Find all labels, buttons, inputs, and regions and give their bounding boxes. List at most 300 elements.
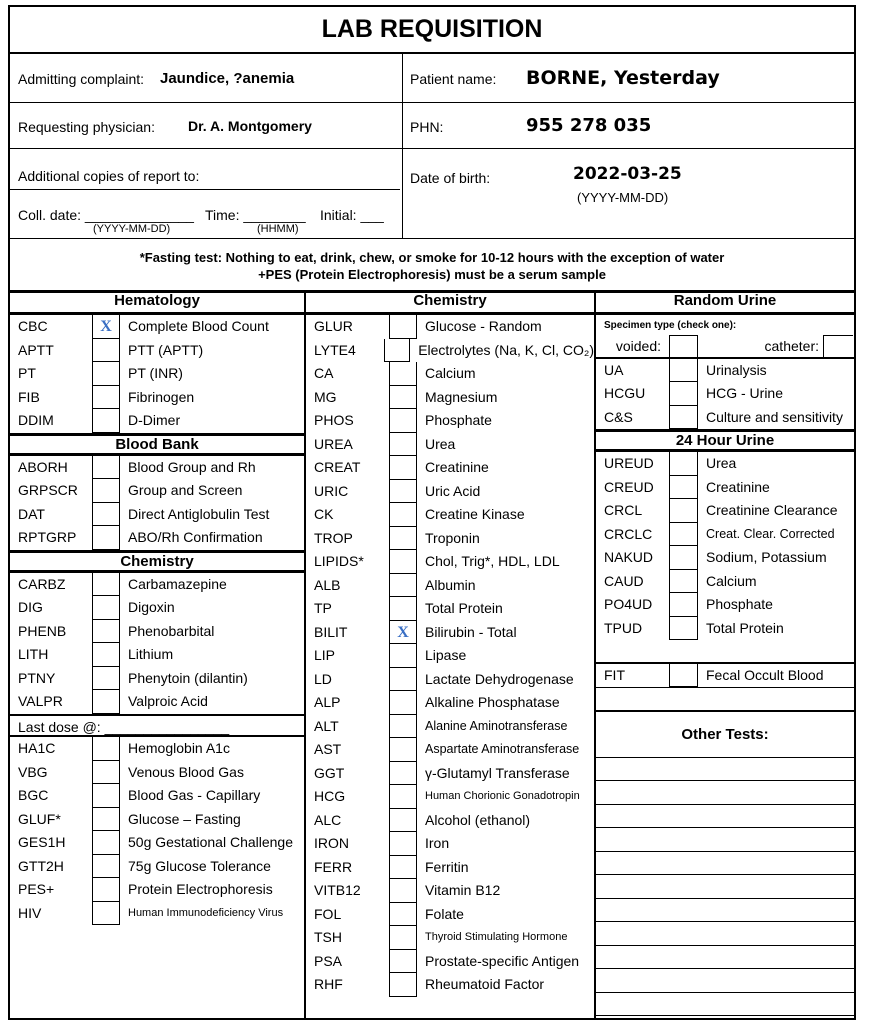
test-row-tpud[interactable] <box>596 617 854 641</box>
test-code: TROP <box>314 529 353 546</box>
test-code: C&S <box>604 408 633 425</box>
test-checkbox[interactable] <box>669 476 698 500</box>
test-row-ast[interactable] <box>306 738 594 762</box>
test-description: PT (INR) <box>128 365 183 381</box>
test-row-crcl[interactable] <box>596 499 854 523</box>
other-tests-label: Other Tests: <box>596 712 854 758</box>
test-checkbox[interactable] <box>92 526 120 550</box>
test-code: BGC <box>18 787 49 803</box>
test-code: GLUF* <box>18 810 61 827</box>
last-dose-field[interactable] <box>10 714 304 738</box>
test-checkbox[interactable] <box>669 546 698 570</box>
test-row-ptny[interactable] <box>10 667 304 691</box>
other-test-entry-line[interactable] <box>596 969 854 993</box>
test-description: γ-Glutamyl Transferase <box>425 764 570 781</box>
test-checkbox[interactable] <box>92 855 120 879</box>
test-code: FERR <box>314 858 353 875</box>
test-checkbox[interactable] <box>92 573 120 597</box>
test-code: LIP <box>314 647 336 663</box>
test-row-carbz[interactable] <box>10 573 304 597</box>
section-header: Hematology <box>10 292 304 315</box>
test-checkbox[interactable] <box>92 456 120 480</box>
test-description: HCG - Urine <box>706 385 784 401</box>
test-description: Human Chorionic Gonadotropin <box>425 790 580 802</box>
test-description: Blood Gas - Capillary <box>128 787 261 803</box>
test-description: D-Dimer <box>128 412 181 428</box>
other-test-entry-line[interactable] <box>596 875 854 899</box>
test-code: TPUD <box>604 619 643 636</box>
test-code: APTT <box>18 341 54 358</box>
test-description: PTT (APTT) <box>128 341 204 358</box>
test-checkbox[interactable] <box>669 617 698 641</box>
specimen-type-label: Specimen type (check one): <box>604 320 737 331</box>
test-row-nakud[interactable] <box>596 546 854 570</box>
physician-value[interactable]: Dr. A. Montgomery <box>188 118 312 134</box>
test-code: CREAT <box>314 459 361 475</box>
test-code: HCGU <box>604 385 646 401</box>
test-row-ges1h[interactable] <box>10 831 304 855</box>
test-checkbox[interactable] <box>92 690 120 714</box>
test-row-bilit[interactable] <box>306 621 594 645</box>
test-checkbox[interactable] <box>92 784 120 808</box>
test-checkbox[interactable] <box>669 523 698 547</box>
test-description: Direct Antiglobulin Test <box>128 505 270 522</box>
test-code: PT <box>18 365 36 381</box>
test-code: UA <box>604 361 624 378</box>
test-row-rptgrp[interactable] <box>10 526 304 550</box>
test-row-cbc[interactable] <box>10 315 304 339</box>
test-code: VALPR <box>18 693 63 709</box>
test-description: Phosphate <box>425 412 492 428</box>
test-code: ALT <box>314 717 339 734</box>
test-description: Phenobarbital <box>128 622 215 639</box>
catheter-checkbox[interactable] <box>823 335 853 357</box>
test-code: TSH <box>314 929 342 945</box>
test-row-aptt[interactable] <box>10 339 304 363</box>
test-checkbox[interactable] <box>389 597 417 621</box>
test-row-ck[interactable] <box>306 503 594 527</box>
test-row-rhf[interactable] <box>306 973 594 997</box>
test-code: GTT2H <box>18 857 64 874</box>
test-checkbox[interactable] <box>389 832 417 856</box>
test-row-psa[interactable] <box>306 950 594 974</box>
test-code: ALB <box>314 576 341 593</box>
test-code: HIV <box>18 904 42 921</box>
other-test-entry-line[interactable] <box>596 758 854 782</box>
test-checkbox[interactable]: X <box>389 621 417 645</box>
test-code: MG <box>314 388 337 405</box>
test-code: HA1C <box>18 740 56 756</box>
test-row-lip[interactable] <box>306 644 594 668</box>
test-description: Troponin <box>425 529 480 546</box>
test-description: Chol, Trig*, HDL, LDL <box>425 553 560 569</box>
test-checkbox[interactable] <box>92 737 120 761</box>
test-code: DDIM <box>18 412 54 428</box>
test-row-valpr[interactable] <box>10 690 304 714</box>
phn-value[interactable]: 955 278 035 <box>526 115 652 136</box>
test-code: ABORH <box>18 458 68 475</box>
test-checkbox[interactable] <box>389 903 417 927</box>
test-checkbox[interactable] <box>92 620 120 644</box>
test-description: Ferritin <box>425 858 469 875</box>
dob-format: (YYYY-MM-DD) <box>577 190 669 205</box>
test-description: Vitamin B12 <box>425 882 501 898</box>
last-dose-label: Last dose @: ________________ <box>18 718 230 735</box>
test-code: PES+ <box>18 881 55 897</box>
test-description: 75g Glucose Tolerance <box>128 857 271 874</box>
test-checkbox[interactable] <box>389 879 417 903</box>
test-code: GRPSCR <box>18 482 78 498</box>
test-row-vbg[interactable] <box>10 761 304 785</box>
test-code: CARBZ <box>18 575 66 592</box>
pes-notice-line: +PES (Protein Electrophoresis) must be a serum sample <box>258 267 606 282</box>
test-row-pt[interactable] <box>10 362 304 386</box>
test-description: Creat. Clear. Corrected <box>706 526 835 541</box>
test-description: Urea <box>706 455 737 471</box>
test-checkbox[interactable] <box>384 339 410 363</box>
test-checkbox[interactable] <box>92 503 120 527</box>
test-checkbox[interactable] <box>92 386 120 410</box>
test-code: AST <box>314 741 342 757</box>
test-checkbox[interactable] <box>389 668 417 692</box>
test-checkbox[interactable] <box>389 433 417 457</box>
test-row-mg[interactable] <box>306 386 594 410</box>
test-row-tsh[interactable] <box>306 926 594 950</box>
test-code: CRCL <box>604 502 643 518</box>
test-code: VBG <box>18 763 48 780</box>
test-description: Bilirubin - Total <box>425 623 517 640</box>
test-row-gluf[interactable] <box>10 808 304 832</box>
test-code: GLUR <box>314 318 353 334</box>
test-checkbox[interactable]: X <box>92 315 120 339</box>
test-checkbox[interactable] <box>389 503 417 527</box>
test-code: FIT <box>604 667 625 683</box>
test-description: Magnesium <box>425 388 498 405</box>
test-row-ferr[interactable] <box>306 856 594 880</box>
test-description: 50g Gestational Challenge <box>128 834 294 850</box>
test-description: Culture and sensitivity <box>706 408 843 425</box>
test-checkbox[interactable] <box>92 643 120 667</box>
test-checkbox[interactable] <box>389 550 417 574</box>
test-code: FOL <box>314 905 342 922</box>
admitting-complaint-label: Admitting complaint: <box>18 71 145 87</box>
blank-row[interactable] <box>596 688 854 712</box>
patient-name-value[interactable]: BORNE, Yesterday <box>526 67 720 89</box>
test-description: Albumin <box>425 576 476 593</box>
test-row-ha1c[interactable] <box>10 737 304 761</box>
test-row-lyte4[interactable] <box>306 339 594 363</box>
test-row-alc[interactable] <box>306 809 594 833</box>
test-row-lipids[interactable] <box>306 550 594 574</box>
section-header: Random Urine <box>596 292 854 315</box>
test-row-trop[interactable] <box>306 527 594 551</box>
test-description: Alcohol (ethanol) <box>425 811 531 828</box>
test-row-creat[interactable] <box>306 456 594 480</box>
test-checkbox[interactable] <box>92 878 120 902</box>
test-description: Total Protein <box>425 600 503 616</box>
other-test-entry-line[interactable] <box>596 899 854 923</box>
other-test-entry-line[interactable] <box>596 922 854 946</box>
test-checkbox[interactable] <box>92 479 120 503</box>
test-description: Fibrinogen <box>128 388 195 405</box>
test-code: HCG <box>314 788 346 804</box>
test-description: Creatinine <box>425 459 489 475</box>
test-row-pes[interactable] <box>10 878 304 902</box>
test-row-alb[interactable] <box>306 574 594 598</box>
fasting-notice <box>10 249 854 283</box>
other-test-entry-line[interactable] <box>596 828 854 852</box>
section-header: Chemistry <box>10 550 304 573</box>
test-code: LIPIDS* <box>314 553 364 569</box>
test-description: Valproic Acid <box>128 693 208 709</box>
test-description: Folate <box>425 905 464 922</box>
test-description: ABO/Rh Confirmation <box>128 529 263 545</box>
test-code: DAT <box>18 505 45 522</box>
test-checkbox[interactable] <box>92 808 120 832</box>
test-row-phenb[interactable] <box>10 620 304 644</box>
test-description: Iron <box>425 835 450 851</box>
other-test-entry-line[interactable] <box>596 993 854 1017</box>
test-code: PTNY <box>18 669 56 686</box>
test-checkbox[interactable] <box>389 409 417 433</box>
test-row-hiv[interactable] <box>10 902 304 926</box>
test-code: URIC <box>314 482 349 499</box>
test-description: Uric Acid <box>425 482 481 499</box>
test-code: UREA <box>314 435 353 452</box>
test-code: IRON <box>314 835 349 851</box>
test-row-fol[interactable] <box>306 903 594 927</box>
test-code: CBC <box>18 318 48 334</box>
section-header: 24 Hour Urine <box>596 429 854 452</box>
test-row-ld[interactable] <box>306 668 594 692</box>
blank-row[interactable] <box>596 640 854 664</box>
test-description: Digoxin <box>128 599 175 615</box>
collection-date-format: (YYYY-MM-DD) <box>93 223 171 235</box>
test-row-hcg[interactable] <box>306 785 594 809</box>
test-code: UREUD <box>604 455 654 471</box>
test-code: PSA <box>314 952 343 969</box>
test-row-po4ud[interactable] <box>596 593 854 617</box>
initial-field[interactable]: Initial: ___ <box>320 207 384 223</box>
test-row-uric[interactable] <box>306 480 594 504</box>
test-checkbox[interactable] <box>389 762 417 786</box>
test-row-ureud[interactable] <box>596 452 854 476</box>
patient-name-label: Patient name: <box>410 71 497 87</box>
test-description: Creatinine <box>706 478 770 495</box>
test-checkbox[interactable] <box>389 809 417 833</box>
test-description: Thyroid Stimulating Hormone <box>425 931 568 943</box>
test-checkbox[interactable] <box>389 856 417 880</box>
lab-requisition-form <box>8 5 856 1020</box>
test-row-alt[interactable] <box>306 715 594 739</box>
other-test-entry-line[interactable] <box>596 781 854 805</box>
phn-label: PHN: <box>410 119 444 135</box>
test-checkbox[interactable] <box>92 362 120 386</box>
test-checkbox[interactable] <box>389 738 417 762</box>
test-checkbox[interactable] <box>389 644 417 668</box>
test-description: Human Immunodeficiency Virus <box>128 906 284 919</box>
test-code: TP <box>314 600 332 616</box>
test-row-creud[interactable] <box>596 476 854 500</box>
test-checkbox[interactable] <box>92 596 120 620</box>
test-description: Complete Blood Count <box>128 318 269 334</box>
test-row-glur[interactable] <box>306 315 594 339</box>
test-description: Glucose – Fasting <box>128 810 241 827</box>
other-test-entry-line[interactable] <box>596 805 854 829</box>
test-description: Alanine Aminotransferase <box>425 718 568 733</box>
test-checkbox[interactable] <box>389 527 417 551</box>
test-code: CAUD <box>604 572 644 589</box>
test-description: Carbamazepine <box>128 575 227 592</box>
test-row-ca[interactable] <box>306 362 594 386</box>
test-checkbox[interactable] <box>389 715 417 739</box>
test-row-hcgu[interactable] <box>596 382 854 406</box>
test-checkbox[interactable] <box>389 785 417 809</box>
test-checkbox[interactable] <box>92 831 120 855</box>
test-code: GES1H <box>18 834 66 850</box>
test-checkbox[interactable] <box>669 664 698 687</box>
collection-time-format: (HHMM) <box>257 223 299 235</box>
test-checkbox[interactable] <box>389 973 417 997</box>
test-description: Phosphate <box>706 596 773 612</box>
test-checkbox[interactable] <box>389 386 417 410</box>
dob-label: Date of birth: <box>410 170 491 186</box>
test-description: Creatinine Clearance <box>706 502 838 518</box>
fasting-notice-line: *Fasting test: Nothing to eat, drink, chew, or smoke for 10-12 hours with the exception of water <box>139 250 725 265</box>
test-code: DIG <box>18 599 43 615</box>
test-code: PO4UD <box>604 596 653 612</box>
voided-checkbox[interactable] <box>669 335 698 357</box>
test-code: GGT <box>314 764 345 781</box>
catheter-label: catheter: <box>764 338 819 354</box>
test-checkbox[interactable] <box>669 499 698 523</box>
test-description: Aspartate Aminotransferase <box>425 742 580 756</box>
test-code: RHF <box>314 976 343 992</box>
test-row-gtt2h[interactable] <box>10 855 304 879</box>
test-code: FIB <box>18 388 40 405</box>
test-description: Creatine Kinase <box>425 506 525 522</box>
test-checkbox[interactable] <box>389 480 417 504</box>
test-row-crclc[interactable] <box>596 523 854 547</box>
test-description: Lithium <box>128 646 174 662</box>
test-code: PHOS <box>314 412 354 428</box>
test-checkbox[interactable] <box>669 406 698 430</box>
test-row-ua[interactable] <box>596 359 854 383</box>
test-description: Fecal Occult Blood <box>706 667 824 683</box>
test-code: PHENB <box>18 622 67 639</box>
test-row-iron[interactable] <box>306 832 594 856</box>
column-urine-other <box>596 292 854 1018</box>
test-code: ALP <box>314 694 341 710</box>
test-checkbox[interactable] <box>389 926 417 950</box>
test-description: Electrolytes (Na, K, Cl, CO₂) <box>418 341 594 358</box>
test-row-ddim[interactable] <box>10 409 304 433</box>
test-code: NAKUD <box>604 549 654 565</box>
test-description: Prostate-specific Antigen <box>425 952 580 969</box>
test-checkbox[interactable] <box>389 950 417 974</box>
test-description: Lactate Dehydrogenase <box>425 670 574 687</box>
test-checkbox[interactable] <box>92 667 120 691</box>
test-code: CA <box>314 365 334 381</box>
test-description: Hemoglobin A1c <box>128 740 230 756</box>
test-checkbox[interactable] <box>92 409 120 433</box>
voided-label: voided: <box>615 338 661 354</box>
test-code: LYTE4 <box>314 341 356 358</box>
admitting-complaint-value[interactable]: Jaundice, ?anemia <box>160 70 295 87</box>
test-row-tp[interactable] <box>306 597 594 621</box>
test-row-dig[interactable] <box>10 596 304 620</box>
test-code: RPTGRP <box>18 529 77 545</box>
test-row-phos[interactable] <box>306 409 594 433</box>
test-description: Rheumatoid Factor <box>425 976 545 992</box>
column-chemistry <box>306 292 596 1018</box>
test-row-caud[interactable] <box>596 570 854 594</box>
test-code: ALC <box>314 811 342 828</box>
test-row-bgc[interactable] <box>10 784 304 808</box>
test-description: Lipase <box>425 647 467 663</box>
additional-copies-label[interactable]: Additional copies of report to: <box>18 168 200 184</box>
test-checkbox[interactable] <box>669 452 698 476</box>
test-checkbox[interactable] <box>389 456 417 480</box>
collection-date-field[interactable]: Coll. date: ______________ <box>18 207 194 223</box>
test-code: VITB12 <box>314 882 361 898</box>
test-code: CREUD <box>604 478 654 495</box>
test-code: BILIT <box>314 623 348 640</box>
test-checkbox[interactable] <box>669 570 698 594</box>
test-checkbox[interactable] <box>669 359 698 383</box>
test-checkbox[interactable] <box>92 339 120 363</box>
test-row-urea[interactable] <box>306 433 594 457</box>
test-row-ggt[interactable] <box>306 762 594 786</box>
test-checkbox[interactable] <box>92 761 120 785</box>
test-row-alp[interactable] <box>306 691 594 715</box>
test-description: Venous Blood Gas <box>128 763 244 780</box>
section-header: Blood Bank <box>10 433 304 456</box>
other-test-entry-line[interactable] <box>596 946 854 970</box>
form-title: LAB REQUISITION <box>321 15 543 43</box>
test-description: Sodium, Potassium <box>706 549 827 565</box>
other-test-entry-line[interactable] <box>596 852 854 876</box>
column-hematology <box>10 292 306 1018</box>
test-description: Alkaline Phosphatase <box>425 694 560 710</box>
test-row-fib[interactable] <box>10 386 304 410</box>
test-description: Protein Electrophoresis <box>128 881 273 897</box>
dob-value[interactable]: 2022-03-25 <box>573 164 682 184</box>
test-code: LITH <box>18 646 49 662</box>
test-checkbox[interactable] <box>389 691 417 715</box>
test-row-fit[interactable] <box>596 664 854 688</box>
test-checkbox[interactable] <box>92 902 120 926</box>
test-row-lith[interactable] <box>10 643 304 667</box>
test-description: Urinalysis <box>706 361 767 378</box>
test-description: Group and Screen <box>128 482 243 498</box>
test-row-vitb12[interactable] <box>306 879 594 903</box>
collection-time-field[interactable]: Time: ________ <box>205 207 306 223</box>
test-description: Calcium <box>425 365 476 381</box>
test-checkbox[interactable] <box>389 574 417 598</box>
test-description: Blood Group and Rh <box>128 458 256 475</box>
test-row-cs[interactable] <box>596 406 854 430</box>
test-checkbox[interactable] <box>669 382 698 406</box>
test-row-aborh[interactable] <box>10 456 304 480</box>
test-checkbox[interactable] <box>669 593 698 617</box>
test-row-dat[interactable] <box>10 503 304 527</box>
test-checkbox[interactable] <box>389 362 417 386</box>
test-description: Glucose - Random <box>425 318 542 334</box>
test-checkbox[interactable] <box>389 315 417 339</box>
test-description: Phenytoin (dilantin) <box>128 669 248 686</box>
test-row-grpscr[interactable] <box>10 479 304 503</box>
